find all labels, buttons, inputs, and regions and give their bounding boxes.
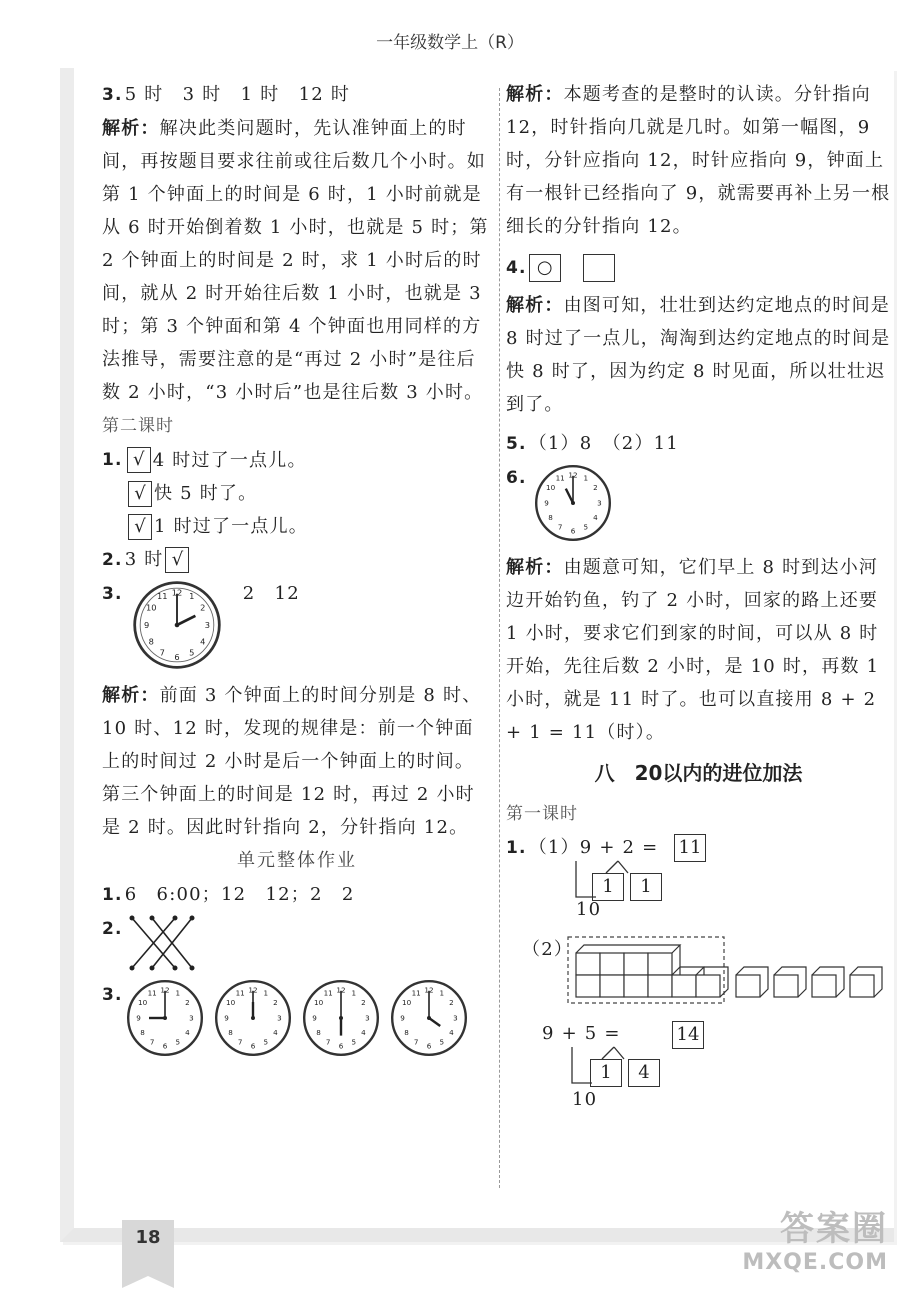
svg-text:3: 3 [452,1013,458,1023]
svg-text:1: 1 [439,988,444,998]
clock-icon [301,978,381,1058]
svg-text:2: 2 [592,483,598,493]
svg-text:9: 9 [135,1013,141,1023]
svg-text:10: 10 [137,998,147,1008]
svg-text:12: 12 [424,985,434,995]
svg-text:11: 11 [147,988,157,998]
svg-text:4: 4 [360,1027,366,1037]
svg-text:10: 10 [313,998,323,1008]
question-6: 6. 12 1 2 3 4 5 6 7 8 9 10 11 [506,461,891,545]
split-box: 1 [630,873,662,901]
section-title-lesson2: 第二课时 [102,416,174,436]
svg-text:7: 7 [413,1037,419,1047]
svg-text:9: 9 [543,498,549,508]
svg-text:1: 1 [175,988,180,998]
question-4-analysis: 解析：由图可知，壮壮到达约定地点的时间是 8 时过了一点儿，淘淘到达约定地点的时间是快 8 时了，因为约定 8 时见面，所以壮壮迟到了。 [506,295,891,415]
svg-text:6: 6 [162,1041,167,1051]
clock-icon [131,579,223,671]
svg-text:12: 12 [160,985,170,995]
chapter-title: 八 20以内的进位加法 [594,761,803,785]
svg-text:2: 2 [448,998,454,1008]
split-box: 4 [628,1059,660,1087]
answer-page [60,68,894,1242]
question-3: 3. 5 时 3 时 1 时 12 时 [102,84,351,105]
svg-text:5: 5 [351,1037,356,1047]
matching-lines-diagram [127,913,197,973]
svg-text:9: 9 [399,1013,405,1023]
svg-text:5: 5 [439,1037,444,1047]
lesson2-question-3-analysis: 解析：前面 3 个钟面上的时间分别是 8 时、10 时、12 时，发现的规律是：前一个钟面上的时间过 2 小时是后一个钟面上的时间。第三个钟面上的时间是 12 时，再过 2 小时是 2 时。因此时针指向 2，分针指向 12。 [102,685,482,838]
answer-box: 14 [672,1021,704,1049]
svg-text:5: 5 [188,647,195,658]
left-column [102,78,492,1058]
svg-text:11: 11 [235,988,245,998]
svg-text:9: 9 [223,1013,229,1023]
svg-text:5: 5 [583,522,588,532]
answer-box-circle: ○ [529,254,561,282]
question-5: 5. （1）8 （2）11 [506,433,679,454]
svg-text:8: 8 [148,636,154,647]
chapter-question-1-part-2: （2） 9 + 5 = 14 1 4 10 [506,933,891,1123]
svg-text:9: 9 [311,1013,317,1023]
svg-text:11: 11 [323,988,333,998]
chapter-question-1-part-1: 1. （1）9 + 2 = 11 1 1 10 [506,831,891,927]
answer-box: 11 [674,834,706,862]
svg-text:11: 11 [411,988,421,998]
column-divider [499,88,500,1188]
svg-text:5: 5 [175,1037,180,1047]
svg-text:10: 10 [225,998,235,1008]
svg-text:12: 12 [336,985,346,995]
site-watermark: 答案圈 MXQE.COM [742,1209,888,1275]
svg-text:12: 12 [248,985,258,995]
svg-text:2: 2 [272,998,278,1008]
svg-text:4: 4 [448,1027,454,1037]
section-title-lesson1: 第一课时 [506,804,578,824]
svg-text:11: 11 [555,473,565,483]
svg-text:1: 1 [351,988,356,998]
svg-text:4: 4 [272,1027,278,1037]
cube-blocks-diagram [564,933,894,1007]
svg-text:3: 3 [364,1013,370,1023]
svg-text:10: 10 [145,602,157,613]
split-box: 1 [592,873,624,901]
svg-text:3: 3 [276,1013,282,1023]
answer-box-empty [583,254,615,282]
svg-text:8: 8 [227,1027,233,1037]
svg-text:4: 4 [199,636,206,647]
svg-text:3: 3 [596,498,602,508]
svg-text:6: 6 [174,651,180,662]
svg-text:2: 2 [184,998,190,1008]
page-number-tab [122,1220,174,1276]
unit-question-3: 3. 12 1 2 3 4 5 6 7 8 9 10 11 12 1 2 3 4 5 6 7 8 9 10 11 12 1 2 3 4 5 6 7 8 9 10 11 12 1 2 3 4 5 6 7 8 9 10 11 [102,978,492,1058]
svg-text:6: 6 [426,1041,431,1051]
check-box: √ [127,447,151,473]
svg-text:7: 7 [237,1037,243,1047]
lesson2-question-3: 3. 12 1 2 3 4 5 6 7 8 9 10 11 2 12 [102,577,492,673]
check-box: √ [128,481,152,507]
question-6-analysis: 解析：由题意可知，它们早上 8 时到达小河边开始钓鱼，钓了 2 小时，回家的路上还要 1 小时，要求它们到家的时间，可以从 8 时开始，先往后数 2 小时，是 10 时，再数 1 小时，就是 11 时了。也可以直接用 8 + 2 + 1 = 11（时）。 [506,557,880,743]
lesson2-question-1-line1: 1. √ 4 时过了一点儿。 [102,443,492,477]
svg-text:8: 8 [139,1027,145,1037]
unit-homework-title: 单元整体作业 [237,850,357,871]
svg-text:6: 6 [338,1041,343,1051]
svg-text:7: 7 [149,1037,155,1047]
lesson2-question-2: 2. 3 时 √ [102,543,492,577]
check-box: √ [128,514,152,540]
svg-text:3: 3 [204,619,210,630]
svg-text:4: 4 [592,512,598,522]
svg-text:9: 9 [143,619,149,630]
svg-text:4: 4 [184,1027,190,1037]
question-3-analysis: 解析：解决此类问题时，先认准钟面上的时间，再按题目要求往前或往后数几个小时。如第 1 个钟面上的时间是 6 时，1 小时前就是从 6 时开始倒着数 1 小时，也就是 5 时；第 2 个钟面上的时间是 2 时，求 1 小时后的时间，就从 2 时开始往后数 1 小时，也就是 3 时；第 3 个钟面和第 4 个钟面也用同样的方法推导，需要注意的是“再过 2 小时”是往后数 2 小时，“3 小时后”也是往后数 3 小时。 [102,118,489,403]
svg-text:8: 8 [547,512,553,522]
clock-icon [213,978,293,1058]
svg-text:10: 10 [401,998,411,1008]
unit-question-2: 2. [102,912,492,974]
svg-text:12: 12 [171,587,182,598]
analysis-hour-reading: 解析：本题考查的是整时的认读。分针指向 12，时针指向几就是几时。如第一幅图，9 时，分针应指向 12，时针应指向 9，钟面上有一根针已经指向了 9，就需要再补上另一根细长的分针指向 12。 [506,84,891,237]
page-header: 一年级数学上（R） [376,33,524,53]
svg-text:11: 11 [156,591,168,602]
svg-text:2: 2 [199,602,206,613]
svg-text:6: 6 [250,1041,255,1051]
lesson2-question-1-line3: √ 1 时过了一点儿。 [102,510,492,543]
svg-text:12: 12 [568,470,578,480]
clock-icon [125,978,205,1058]
page-number: 18 [135,1227,161,1248]
clock-icon [533,463,613,543]
svg-text:7: 7 [159,647,165,658]
unit-question-1: 1. 6 6:00；12 12；2 2 [102,884,355,905]
svg-text:5: 5 [263,1037,268,1047]
svg-text:8: 8 [403,1027,409,1037]
clock-icon [389,978,469,1058]
split-box: 1 [590,1059,622,1087]
svg-text:7: 7 [325,1037,331,1047]
lesson2-question-1-line2: √ 快 5 时了。 [102,477,492,510]
svg-text:6: 6 [570,526,575,536]
svg-text:8: 8 [315,1027,321,1037]
svg-text:1: 1 [188,591,195,602]
right-column [506,78,891,1123]
svg-text:3: 3 [188,1013,194,1023]
svg-text:1: 1 [583,473,588,483]
svg-text:2: 2 [360,998,366,1008]
svg-text:10: 10 [545,483,555,493]
svg-text:7: 7 [557,522,563,532]
question-4: 4. ○ [506,251,891,285]
check-box: √ [165,547,189,573]
svg-text:1: 1 [263,988,268,998]
